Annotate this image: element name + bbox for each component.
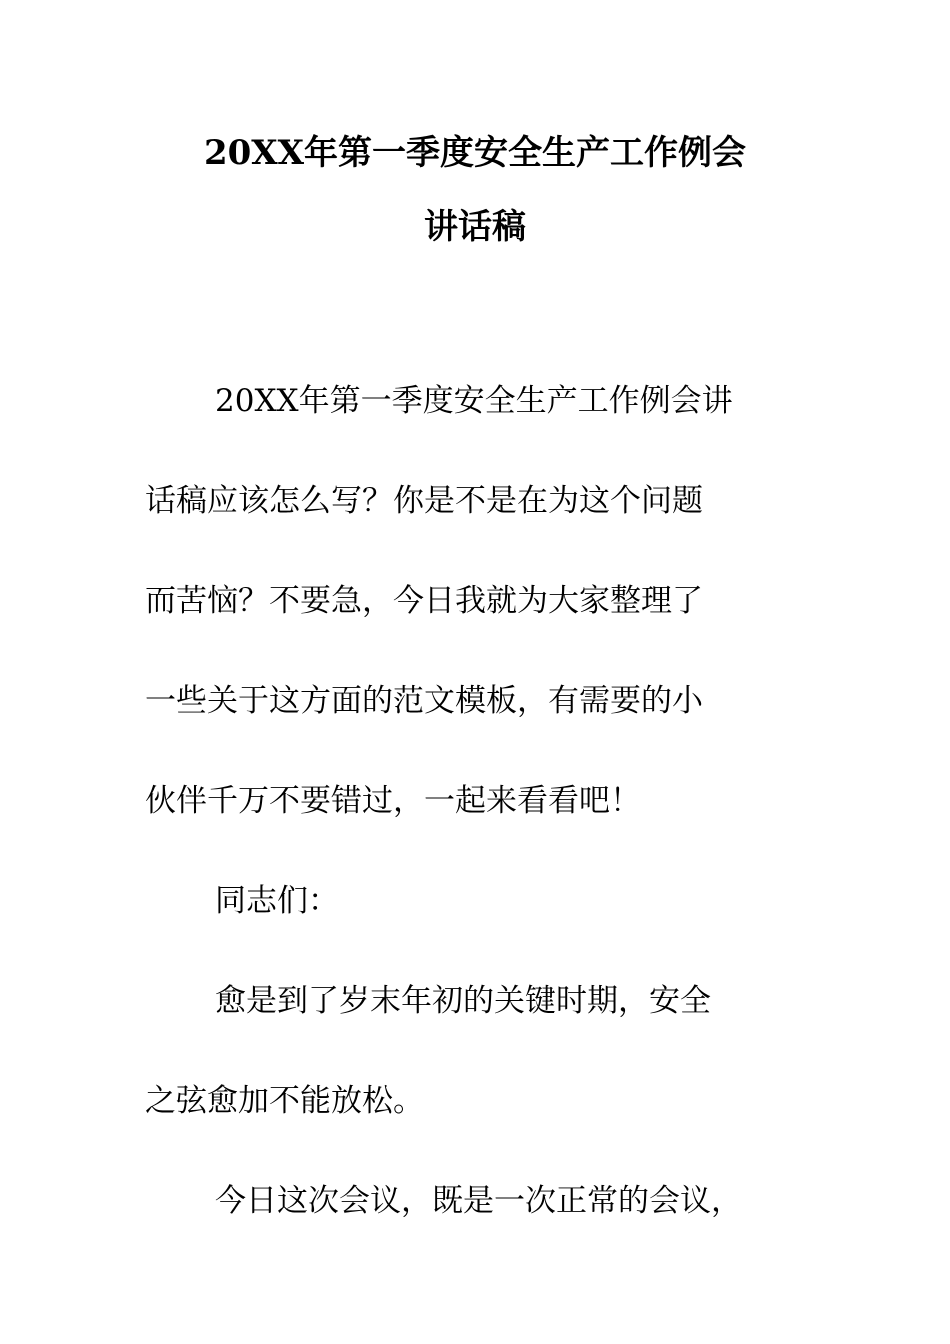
paragraph-line: 话稿应该怎么写？你是不是在为这个问题 — [145, 483, 703, 519]
salutation: 同志们： — [215, 883, 339, 919]
paragraph-line: 一些关于这方面的范文模板，有需要的小 — [145, 683, 703, 719]
paragraph-line: 之弦愈加不能放松。 — [145, 1083, 424, 1119]
paragraph-line: 20XX年第一季度安全生产工作例会讲 — [215, 383, 733, 419]
paragraph-line: 伙伴千万不要错过，一起来看看吧！ — [145, 783, 641, 819]
document-title-line-2: 讲话稿 — [424, 207, 526, 247]
paragraph-line: 愈是到了岁末年初的关键时期，安全 — [215, 983, 711, 1019]
paragraph-line: 今日这次会议，既是一次正常的会议， — [215, 1183, 742, 1219]
paragraph-line: 而苦恼？不要急，今日我就为大家整理了 — [145, 583, 703, 619]
document-title-line-1: 20XX年第一季度安全生产工作例会 — [203, 133, 747, 173]
